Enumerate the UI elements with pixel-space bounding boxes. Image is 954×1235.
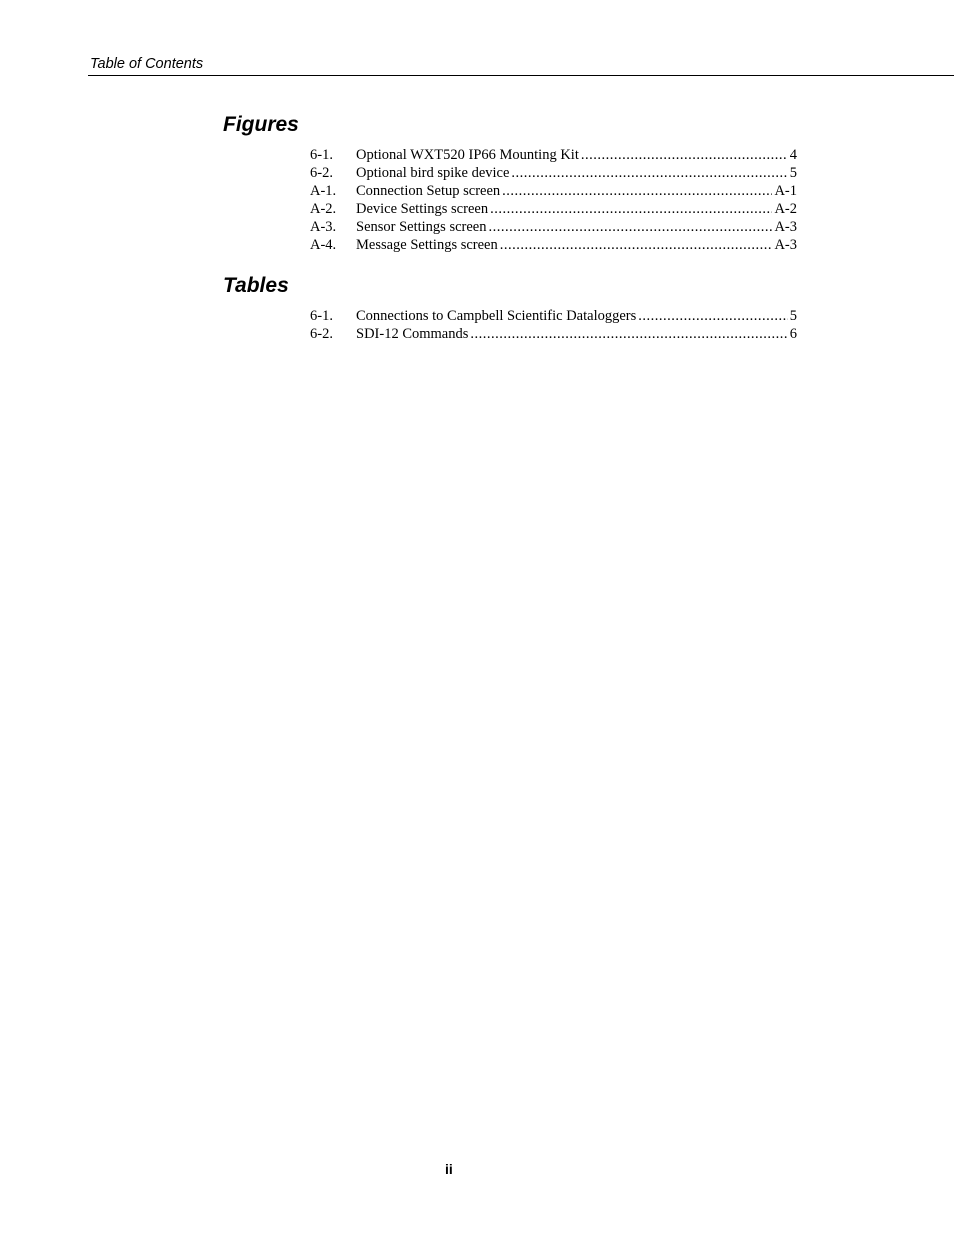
figure-page: A-2 [774, 201, 797, 217]
figure-entry[interactable] [310, 200, 797, 218]
figure-entry[interactable] [310, 182, 797, 200]
dot-leader [511, 164, 787, 182]
figure-title: Optional WXT520 IP66 Mounting Kit [356, 147, 579, 163]
dot-leader [638, 307, 787, 325]
figure-title: Device Settings screen [356, 201, 489, 217]
figure-entry[interactable] [310, 236, 797, 254]
running-header-title: Table of Contents [90, 56, 204, 72]
dot-leader [581, 146, 788, 164]
table-title: SDI-12 Commands [356, 326, 469, 342]
figure-page: A-3 [774, 237, 797, 253]
dot-leader [490, 200, 772, 218]
figures-list [310, 146, 797, 254]
dot-leader [470, 325, 787, 343]
figure-number: 6-1. [310, 147, 333, 163]
dot-leader [502, 182, 772, 200]
table-number: 6-2. [310, 326, 333, 342]
page-number: ii [445, 1161, 453, 1177]
table-number: 6-1. [310, 308, 333, 324]
figure-number: A-1. [310, 183, 337, 199]
figure-title: Sensor Settings screen [356, 219, 487, 235]
figure-number: A-4. [310, 237, 337, 253]
table-page: 5 [789, 308, 797, 324]
tables-list [310, 307, 797, 343]
running-header [88, 55, 954, 76]
figure-entry[interactable] [310, 218, 797, 236]
figure-title: Message Settings screen [356, 237, 498, 253]
dot-leader [488, 218, 772, 236]
figure-number: A-3. [310, 219, 337, 235]
figure-entry[interactable] [310, 164, 797, 182]
dot-leader [500, 236, 773, 254]
table-page: 6 [789, 326, 797, 342]
table-entry[interactable] [310, 325, 797, 343]
table-entry[interactable] [310, 307, 797, 325]
figure-number: 6-2. [310, 165, 333, 181]
figure-page: A-1 [774, 183, 797, 199]
figure-page: A-3 [774, 219, 797, 235]
figure-page: 4 [789, 147, 797, 163]
table-title: Connections to Campbell Scientific Dataloggers [356, 308, 637, 324]
figure-entry[interactable] [310, 146, 797, 164]
figure-title: Optional bird spike device [356, 165, 510, 181]
figure-title: Connection Setup screen [356, 183, 501, 199]
figure-page: 5 [789, 165, 797, 181]
figures-heading: Figures [223, 113, 299, 136]
tables-heading: Tables [223, 274, 289, 297]
figure-number: A-2. [310, 201, 337, 217]
